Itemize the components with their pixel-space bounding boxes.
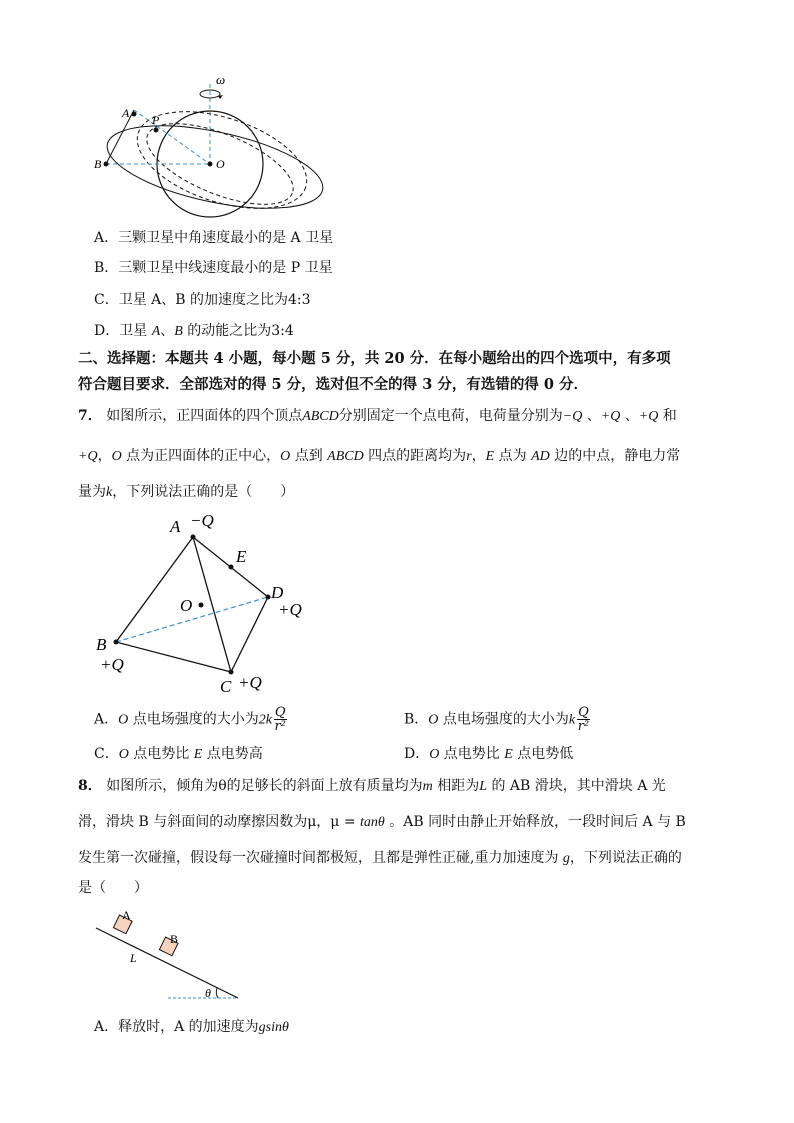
vertex-a — [191, 535, 196, 540]
angle-arc — [216, 988, 218, 998]
section2-heading-line2: 符合题目要求．全部选对的得 5 分，选对但不全的得 3 分，有选错的得 0 分． — [78, 376, 589, 393]
label-l: L — [130, 951, 137, 965]
fraction-q-over-r2: $\frac{Q}{\text{r²}}$ — [577, 705, 590, 734]
label-p: P — [152, 113, 160, 127]
vertex-b — [114, 640, 119, 645]
label-a: A — [122, 106, 130, 120]
q8-option-a: A．释放时，A 的加速度为gsinθ — [94, 1019, 289, 1035]
label-o: O — [216, 157, 225, 171]
section2-heading-line1: 二、选择题：本题共 4 小题，每小题 5 分，共 20 分．在每小题给出的四个选项中，有多项 — [78, 350, 671, 367]
edge-cd — [231, 597, 268, 672]
label-b: B — [94, 157, 102, 171]
q8-stem-line3: 发生第一次碰撞，假设每一次碰撞时间都极短，且都是弹性正碰,重力加速度为 g，下列说法正确的 — [78, 850, 682, 866]
label-a: A — [170, 517, 181, 536]
edge-bc — [116, 642, 231, 672]
label-neg-q: −Q — [190, 511, 214, 530]
tetrahedron-figure — [90, 512, 330, 697]
edge-ab — [116, 537, 193, 642]
label-plus-q-d: +Q — [278, 600, 302, 619]
vertex-d — [266, 595, 271, 600]
label-b: B — [170, 932, 179, 946]
q6-option-a: A．三颗卫星中角速度最小的是 A 卫星 — [94, 230, 334, 246]
incline-figure — [90, 905, 250, 1005]
label-theta: θ — [205, 986, 211, 1000]
label-e: E — [236, 547, 247, 566]
point-p — [154, 128, 159, 133]
q6-option-b: B．三颗卫星中线速度最小的是 P 卫星 — [94, 260, 333, 276]
label-b: B — [96, 635, 107, 654]
label-o: O — [180, 596, 193, 615]
q7-stem-line2: +Q，O 点为正四面体的正中心，O 点到 ABCD 四点的距离均为r，E 点为 AD 边的中点，静电力常 — [78, 448, 681, 464]
vertex-c — [229, 670, 234, 675]
point-o — [208, 162, 213, 167]
q7-stem-line3: 量为k，下列说法正确的是（ ） — [78, 484, 295, 500]
label-d: D — [271, 583, 284, 602]
point-b — [104, 162, 109, 167]
q7-option-c: C．O 点电势比 E 点电势高 — [94, 746, 263, 762]
line-ab — [106, 110, 134, 164]
label-plus-q-b: +Q — [100, 655, 124, 674]
satellite-orbit-figure — [90, 72, 330, 222]
label-a: A — [122, 908, 131, 922]
label-c: C — [220, 677, 232, 696]
point-e — [229, 565, 234, 570]
orbit-b — [100, 110, 330, 224]
q7-option-a: A．O 点电场强度的大小为2k $\frac{Q}{\text{r²}}$ — [94, 705, 286, 734]
q7-option-b: B．O 点电场强度的大小为k $\frac{Q}{\text{r²}}$ — [404, 705, 590, 734]
q8-stem-line1: 8． 如图所示，倾角为θ的足够长的斜面上放有质量均为m 相距为L 的 AB 滑块，其中滑块 A 光 — [78, 778, 666, 794]
q8-stem-line4: 是（ ） — [78, 880, 148, 896]
fraction-q-over-r2: $\frac{Q}{\text{r²}}$ — [274, 705, 286, 734]
line-ao — [134, 110, 210, 164]
q6-option-c: C．卫星 A、B 的加速度之比为4:3 — [94, 292, 311, 308]
q7-stem-line1: 7． 如图所示，正四面体的四个顶点ABCD分别固定一个点电荷，电荷量分别为−Q 、+Q 、+Q 和 — [78, 408, 677, 424]
omega-label: ω — [216, 72, 226, 87]
point-a — [132, 112, 137, 117]
q6-option-d: D．卫星 A、B 的动能之比为3:4 — [94, 323, 294, 339]
q8-stem-line2: 滑，滑块 B 与斜面间的动摩擦因数为μ，μ = tanθ 。AB 同时由静止开始释放，一段时间后 A 与 B — [78, 814, 686, 830]
point-o — [199, 603, 204, 608]
label-plus-q-c: +Q — [238, 673, 262, 692]
q7-option-d: D．O 点电势比 E 点电势低 — [404, 746, 574, 762]
